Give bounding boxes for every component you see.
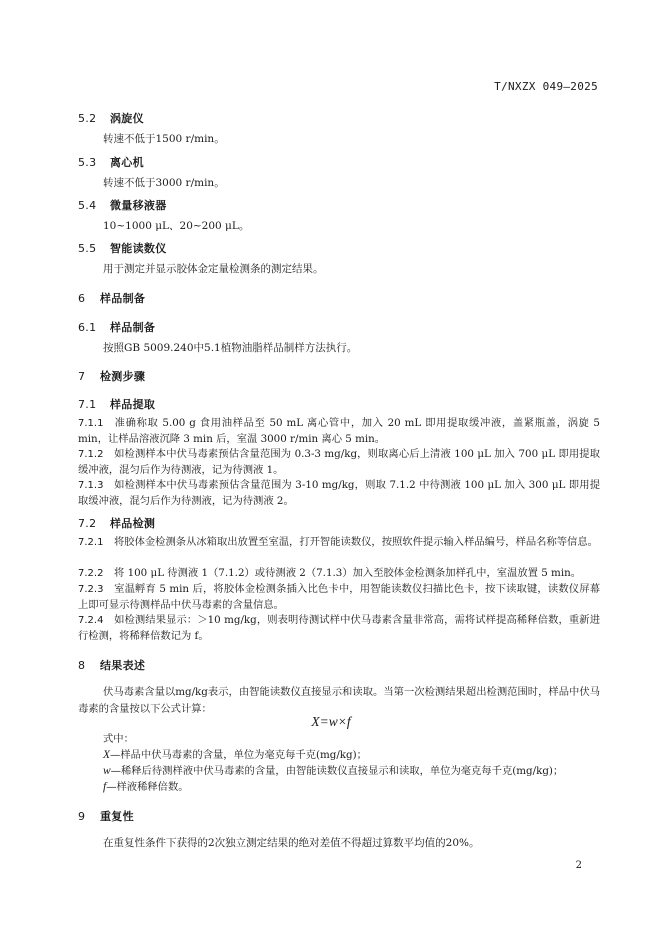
item-7-1-1: 7.1.1 准确称取 5.00 g 食用油样品至 50 mL 离心管中，加入 20 mL 即用提取缓冲液，盖紧瓶盖，涡旋 5 min，让样品溶液沉降 3 min 后，室温 3000 r/min 离心 5 min。	[78, 417, 600, 445]
section-5-2-text: 转速不低于1500 r/min。	[103, 133, 225, 145]
section-6-1-text: 按照GB 5009.240中5.1植物油脂样品制样方法执行。	[103, 342, 358, 354]
definition-f: f—样液稀释倍数。	[103, 781, 189, 793]
section-6-1-heading: 6.1 样品制备	[78, 321, 156, 334]
section-5-2-heading: 5.2 涡旋仪	[78, 112, 144, 125]
section-9-paragraph: 在重复性条件下获得的2次独立测定结果的绝对差值不得超过算数平均值的20%。	[103, 837, 480, 849]
item-7-2-4: 7.2.4 如检测结果显示：＞10 mg/kg，则表明待测试样中伏马毒素含量非常高，需将试样提高稀释倍数，重新进行检测，将稀释倍数记为 f。	[78, 614, 600, 642]
formula-definitions	[103, 731, 563, 795]
definition-w: w—稀释后待测样液中伏马毒素的含量，由智能读数仪直接显示和读取，单位为毫克每千克(mg/kg)；	[103, 765, 564, 777]
formula: X=w×f	[311, 714, 351, 729]
item-7-2-3: 7.2.3 室温孵育 5 min 后，将胶体金检测条插入比色卡中，用智能读数仪扫描比色卡，按下读取键，读数仪屏幕上即可显示待测样品中伏马毒素的含量信息。	[78, 583, 600, 611]
section-5-4-heading: 5.4 微量移液器	[78, 199, 167, 212]
section-5-5-heading: 5.5 智能读数仪	[78, 242, 167, 255]
section-7-2-heading: 7.2 样品检测	[78, 517, 156, 530]
section-6-heading: 6 样品制备	[78, 292, 146, 305]
section-5-3-heading: 5.3 离心机	[78, 156, 144, 169]
section-8-paragraph: 伏马毒素含量以mg/kg表示，由智能读数仪直接显示和读取。当第一次检测结果超出检测范围时，样品中伏马毒素的含量按以下公式计算：	[78, 686, 600, 715]
item-7-2-1: 7.2.1 将胶体金检测条从冰箱取出放置至室温，打开智能读数仪，按照软件提示输入样品编号，样品名称等信息。	[78, 536, 598, 548]
definition-x: X—样品中伏马毒素的含量，单位为毫克每千克(mg/kg)；	[103, 749, 367, 761]
item-7-2-2: 7.2.2 将 100 μL 待测液 1（7.1.2）或待测液 2（7.1.3）加入至胶体金检测条加样孔中，室温放置 5 min。	[78, 567, 582, 579]
item-7-1-2: 7.1.2 如检测样本中伏马毒素预估含量范围为 0.3-3 mg/kg，则取离心后上清液 100 μL 加入 700 μL 即用提取缓冲液，混匀后作为待测液，记为待测液 1。	[78, 448, 600, 476]
item-7-1-3: 7.1.3 如检测样本中伏马毒素预估含量范围为 3-10 mg/kg，则取 7.1.2 中待测液 100 μL 加入 300 μL 即用提取缓冲液，混匀后作为待测液，记为待测液 2。	[78, 479, 600, 507]
section-8-heading: 8 结果表述	[78, 659, 146, 672]
document-code: T/NXZX 049—2025	[494, 80, 598, 93]
section-5-5-text: 用于测定并显示胶体金定量检测条的测定结果。	[103, 263, 324, 275]
section-7-heading: 7 检测步骤	[78, 370, 146, 383]
formula-intro: 式中：	[103, 733, 134, 745]
section-9-heading: 9 重复性	[78, 810, 134, 823]
page-number: 2	[575, 860, 582, 871]
section-5-4-text: 10~1000 μL、20~200 μL。	[103, 220, 250, 232]
section-5-3-text: 转速不低于3000 r/min。	[103, 177, 225, 189]
section-7-1-heading: 7.1 样品提取	[78, 398, 156, 411]
